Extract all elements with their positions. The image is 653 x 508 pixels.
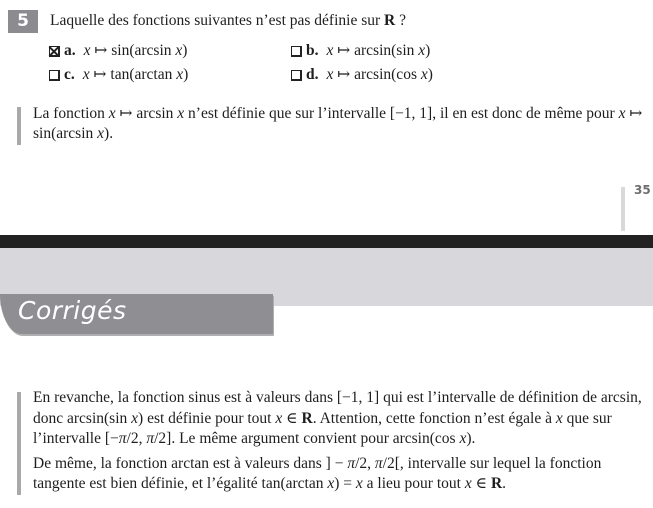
text: ↦ arcsin	[115, 105, 178, 122]
checkbox-checked-icon[interactable]	[49, 45, 60, 56]
text: .	[502, 475, 507, 492]
text: ).	[466, 430, 476, 447]
math-pi: π	[118, 430, 127, 447]
text: /2,	[126, 430, 147, 447]
math-var: x	[108, 105, 116, 122]
quote-bar	[17, 107, 21, 145]
quote-bar	[17, 392, 21, 495]
text: En revanche, la fonction sinus est à valeurs dans [−1, 1] qui est l’intervalle de définition de arcsin, donc arcsin(sin	[33, 389, 642, 427]
option-var: x	[326, 66, 334, 83]
option-paren: )	[182, 42, 188, 59]
text: ↦ sin(arcsin	[33, 105, 643, 142]
option-var: x	[175, 42, 183, 59]
math-var: x	[275, 409, 283, 427]
corrige-paragraph-1	[33, 388, 645, 450]
option-expression: sin(arcsin	[111, 42, 176, 59]
corrige-text	[33, 388, 645, 495]
option-paren: )	[425, 42, 431, 59]
option-paren: )	[183, 66, 189, 83]
math-var: x	[177, 105, 185, 122]
option-expression: tan(arctan	[110, 66, 177, 83]
math-var: x	[327, 475, 335, 492]
math-pi: π	[347, 454, 356, 472]
question-text	[50, 12, 406, 30]
text: ) est définie pour tout	[138, 409, 276, 427]
reals-symbol: R	[384, 12, 396, 29]
page-number-bar	[621, 187, 625, 231]
math-var: x	[618, 105, 626, 122]
math-var: x	[355, 475, 363, 492]
option-letter: c.	[64, 66, 75, 83]
option-var: x	[176, 66, 184, 83]
option-var: x	[83, 42, 91, 59]
math-var: x	[97, 125, 105, 142]
text: ) =	[334, 475, 356, 492]
question-number-badge: 5	[8, 10, 38, 33]
text: que sur l’intervalle [−	[33, 409, 612, 447]
reals-symbol: R	[301, 409, 313, 427]
answer-explanation	[33, 104, 643, 144]
maps-to-arrow: ↦	[333, 66, 355, 83]
page-number: 35	[634, 183, 651, 197]
option-paren: )	[427, 66, 433, 83]
text: ∈	[282, 409, 302, 427]
maps-to-arrow: ↦	[333, 42, 355, 59]
option-var: x	[418, 42, 426, 59]
checkbox-icon[interactable]	[291, 69, 302, 80]
text: De même, la fonction arctan est à valeurs dans ] −	[33, 454, 348, 472]
option-expression: arcsin(cos	[354, 66, 421, 83]
math-var: x	[464, 475, 472, 492]
maps-to-arrow: ↦	[90, 42, 112, 59]
math-var: x	[459, 430, 467, 447]
math-var: x	[555, 409, 563, 427]
question-text-part: ?	[395, 12, 406, 29]
text: n’est définie que sur l’intervalle [−1, 1], il en est donc de même pour	[184, 105, 619, 122]
option-letter: a.	[64, 42, 76, 59]
option-var: x	[82, 66, 90, 83]
option-a[interactable]	[49, 42, 187, 60]
checkbox-icon[interactable]	[291, 45, 302, 56]
option-var: x	[326, 42, 334, 59]
text: ).	[104, 125, 114, 142]
page-break-band	[0, 235, 653, 248]
text: ∈	[471, 475, 491, 492]
maps-to-arrow: ↦	[89, 66, 111, 83]
question-text-part: Laquelle des fonctions suivantes n’est pas définie sur	[50, 12, 385, 29]
text: a lieu pour tout	[362, 475, 465, 492]
math-pi: π	[146, 430, 155, 447]
text: La fonction	[33, 105, 109, 122]
text: /2,	[355, 454, 375, 472]
text: /2[, intervalle sur lequel la fonction tangente est bien définie, et l’égalité tan(arctan	[33, 454, 602, 492]
option-var: x	[420, 66, 428, 83]
option-d[interactable]	[291, 66, 433, 84]
section-title: Corrigés	[18, 296, 127, 325]
option-expression: arcsin(sin	[354, 42, 419, 59]
corrige-paragraph-2	[33, 454, 645, 495]
text: /2]. Le même argument convient pour arcsin(cos	[154, 430, 460, 447]
math-pi: π	[374, 454, 383, 472]
option-c[interactable]	[49, 66, 188, 84]
reals-symbol: R	[490, 475, 503, 492]
option-letter: d.	[306, 66, 319, 83]
option-letter: b.	[306, 42, 319, 59]
math-var: x	[131, 409, 139, 427]
text: . Attention, cette fonction n’est égale à	[312, 409, 556, 427]
checkbox-icon[interactable]	[49, 69, 60, 80]
option-b[interactable]	[291, 42, 430, 60]
